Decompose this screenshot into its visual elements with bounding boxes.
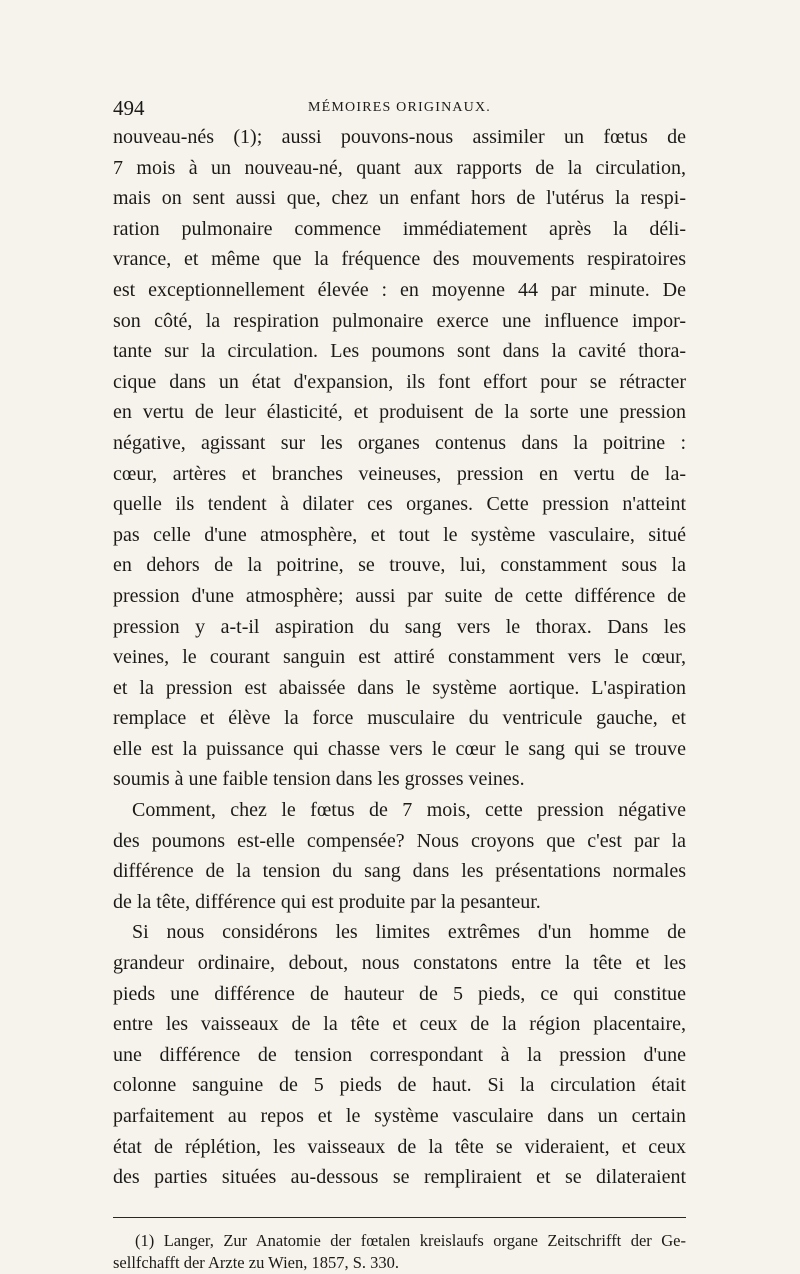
- text-line: nouveau-nés (1); aussi pouvons-nous assimiler un fœtus de: [113, 126, 686, 148]
- text-line: ration pulmonaire commence immédiatement après la déli-: [113, 217, 686, 240]
- body-text: [113, 122, 686, 1193]
- text-line: grandeur ordinaire, debout, nous constatons entre la tête et les: [113, 952, 686, 975]
- text-line: colonne sanguine de 5 pieds de haut. Si la circulation était: [113, 1074, 686, 1097]
- text-line: tante sur la circulation. Les poumons sont dans la cavité thora-: [113, 340, 686, 363]
- text-line: cœur, artères et branches veineuses, pression en vertu de la-: [113, 462, 686, 485]
- text-line: pieds une différence de hauteur de 5 pieds, ce qui constitue: [113, 982, 686, 1005]
- running-title: MÉMOIRES ORIGINAUX.: [307, 100, 492, 115]
- page-number: 494: [113, 96, 145, 120]
- text-line: Si nous considérons les limites extrêmes d'un homme de: [132, 921, 686, 944]
- text-line: remplace et élève la force musculaire du ventricule gauche, et: [113, 707, 686, 730]
- text-line: des parties situées au-dessous se rempliraient et se dilateraient: [113, 1166, 686, 1189]
- text-line: mais on sent aussi que, chez un enfant hors de l'utérus la respi-: [113, 187, 686, 210]
- text-line: négative, agissant sur les organes contenus dans la poitrine :: [113, 431, 686, 454]
- text-line: elle est la puissance qui chasse vers le cœur le sang qui se trouve: [113, 737, 686, 760]
- text-line: quelle ils tendent à dilater ces organes. Cette pression n'atteint: [113, 493, 686, 516]
- footnote-line: sellfchafft der Arzte zu Wien, 1857, S. 330.: [113, 1252, 400, 1272]
- text-line: pas celle d'une atmosphère, et tout le système vasculaire, situé: [113, 523, 686, 546]
- text-line: parfaitement au repos et le système vasculaire dans un certain: [113, 1105, 686, 1127]
- text-line: pression y a-t-il aspiration du sang vers le thorax. Dans les: [113, 615, 686, 638]
- text-line: soumis à une faible tension dans les grosses veines.: [113, 768, 525, 791]
- page: [113, 92, 686, 1274]
- text-line: entre les vaisseaux de la tête et ceux de la région placentaire,: [113, 1013, 686, 1036]
- text-line: Comment, chez le fœtus de 7 mois, cette pression négative: [132, 799, 686, 822]
- text-line: cique dans un état d'expansion, ils font effort pour se rétracter: [113, 370, 686, 393]
- text-line: en vertu de leur élasticité, et produisent de la sorte une pression: [113, 401, 686, 424]
- text-line: des poumons est-elle compensée? Nous croyons que c'est par la: [113, 829, 686, 852]
- text-line: une différence de tension correspondant à la pression d'une: [113, 1043, 686, 1066]
- text-line: 7 mois à un nouveau-né, quant aux rapports de la circulation,: [113, 156, 686, 179]
- text-line: de la tête, différence qui est produite par la pesanteur.: [113, 890, 541, 913]
- text-line: veines, le courant sanguin est attiré constamment vers le cœur,: [113, 646, 686, 669]
- text-line: et la pression est abaissée dans le système aortique. L'aspiration: [113, 676, 686, 699]
- page-header: [113, 92, 686, 122]
- text-line: différence de la tension du sang dans les présentations normales: [113, 860, 686, 883]
- footnote-rule: [113, 1217, 686, 1218]
- text-line: vrance, et même que la fréquence des mouvements respiratoires: [113, 248, 686, 271]
- footnote: [113, 1230, 686, 1274]
- footnote-line: (1) Langer, Zur Anatomie der fœtalen kreislaufs organe Zeitschrifft der Ge-: [135, 1230, 686, 1250]
- text-line: en dehors de la poitrine, se trouve, lui, constamment sous la: [113, 554, 686, 577]
- text-line: pression d'une atmosphère; aussi par suite de cette différence de: [113, 584, 686, 607]
- text-line: est exceptionnellement élevée : en moyenne 44 par minute. De: [113, 278, 686, 301]
- text-line: son côté, la respiration pulmonaire exerce une influence impor-: [113, 309, 686, 332]
- text-line: état de réplétion, les vaisseaux de la tête se videraient, et ceux: [113, 1135, 686, 1158]
